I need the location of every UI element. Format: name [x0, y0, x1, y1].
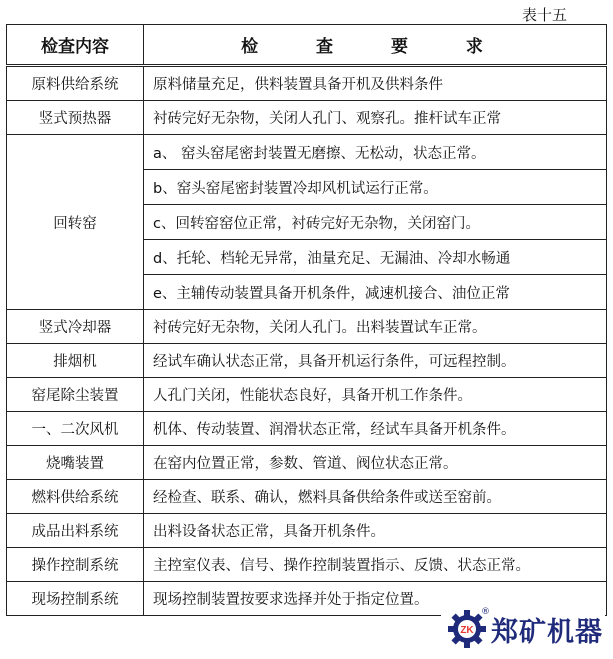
- kiln-subitem: c、回转窑窑位正常，衬砖完好无杂物，关闭窑门。: [144, 205, 607, 240]
- row-item: 操作控制系统: [7, 548, 144, 582]
- row-item: 现场控制系统: [7, 582, 144, 616]
- table-caption: 表十五: [521, 6, 567, 24]
- row-item: 排烟机: [7, 344, 144, 378]
- row-item: 成品出料系统: [7, 514, 144, 548]
- table-row: [7, 378, 607, 412]
- kiln-subitem: a、 窑头窑尾密封装置无磨擦、无松动，状态正常。: [144, 135, 607, 170]
- kiln-subitem: d、托轮、档轮无异常，油量充足、无漏油、冷却水畅通: [144, 240, 607, 275]
- registered-mark: ®: [481, 607, 490, 617]
- row-requirement: 原料储量充足，供料装置具备开机及供料条件: [144, 66, 607, 101]
- header-inspection-requirement: 检 查 要 求: [144, 25, 607, 66]
- inspection-table: [6, 24, 607, 616]
- table-header-row: [7, 25, 607, 66]
- row-requirement: 人孔门关闭，性能状态良好，具备开机工作条件。: [144, 378, 607, 412]
- row-requirement: 主控室仪表、信号、操作控制装置指示、反馈、状态正常。: [144, 548, 607, 582]
- table-row: [7, 66, 607, 101]
- row-item: 一、二次风机: [7, 412, 144, 446]
- row-requirement: 经试车确认状态正常，具备开机运行条件，可远程控制。: [144, 344, 607, 378]
- table-row: [7, 446, 607, 480]
- row-requirement: 经检查、联系、确认，燃料具备供给条件或送至窑前。: [144, 480, 607, 514]
- header-inspection-item: 检查内容: [7, 25, 144, 66]
- row-item-kiln: 回转窑: [7, 135, 144, 310]
- table-row: [7, 480, 607, 514]
- row-requirement: 现场控制装置按要求选择并处于指定位置。: [144, 582, 607, 616]
- table-row: [7, 412, 607, 446]
- row-requirement: 衬砖完好无杂物，关闭人孔门、观察孔。推杆试车正常: [144, 101, 607, 135]
- table-row: [7, 514, 607, 548]
- row-requirement: 在窑内位置正常，参数、管道、阀位状态正常。: [144, 446, 607, 480]
- row-item: 原料供给系统: [7, 66, 144, 101]
- row-item: 竖式冷却器: [7, 310, 144, 344]
- row-item: 烧嘴装置: [7, 446, 144, 480]
- table-row: [7, 101, 607, 135]
- table-row: [7, 344, 607, 378]
- row-requirement: 衬砖完好无杂物，关闭人孔门。出料装置试车正常。: [144, 310, 607, 344]
- row-item: 竖式预热器: [7, 101, 144, 135]
- table-row: [7, 135, 607, 170]
- row-item: 燃料供给系统: [7, 480, 144, 514]
- watermark-logo: [441, 607, 605, 651]
- brand-name: 郑矿机器: [491, 616, 603, 648]
- row-requirement: 机体、传动装置、润滑状态正常，经试车具备开机条件。: [144, 412, 607, 446]
- row-requirement: 出料设备状态正常，具备开机条件。: [144, 514, 607, 548]
- kiln-subitem: e、主辅传动装置具备开机条件，减速机接合、油位正常: [144, 275, 607, 310]
- table-row: [7, 548, 607, 582]
- kiln-subitem: b、窑头窑尾密封装置冷却风机试运行正常。: [144, 170, 607, 205]
- logo-mark: ZK: [460, 625, 474, 636]
- row-item: 窑尾除尘装置: [7, 378, 144, 412]
- table-row: [7, 310, 607, 344]
